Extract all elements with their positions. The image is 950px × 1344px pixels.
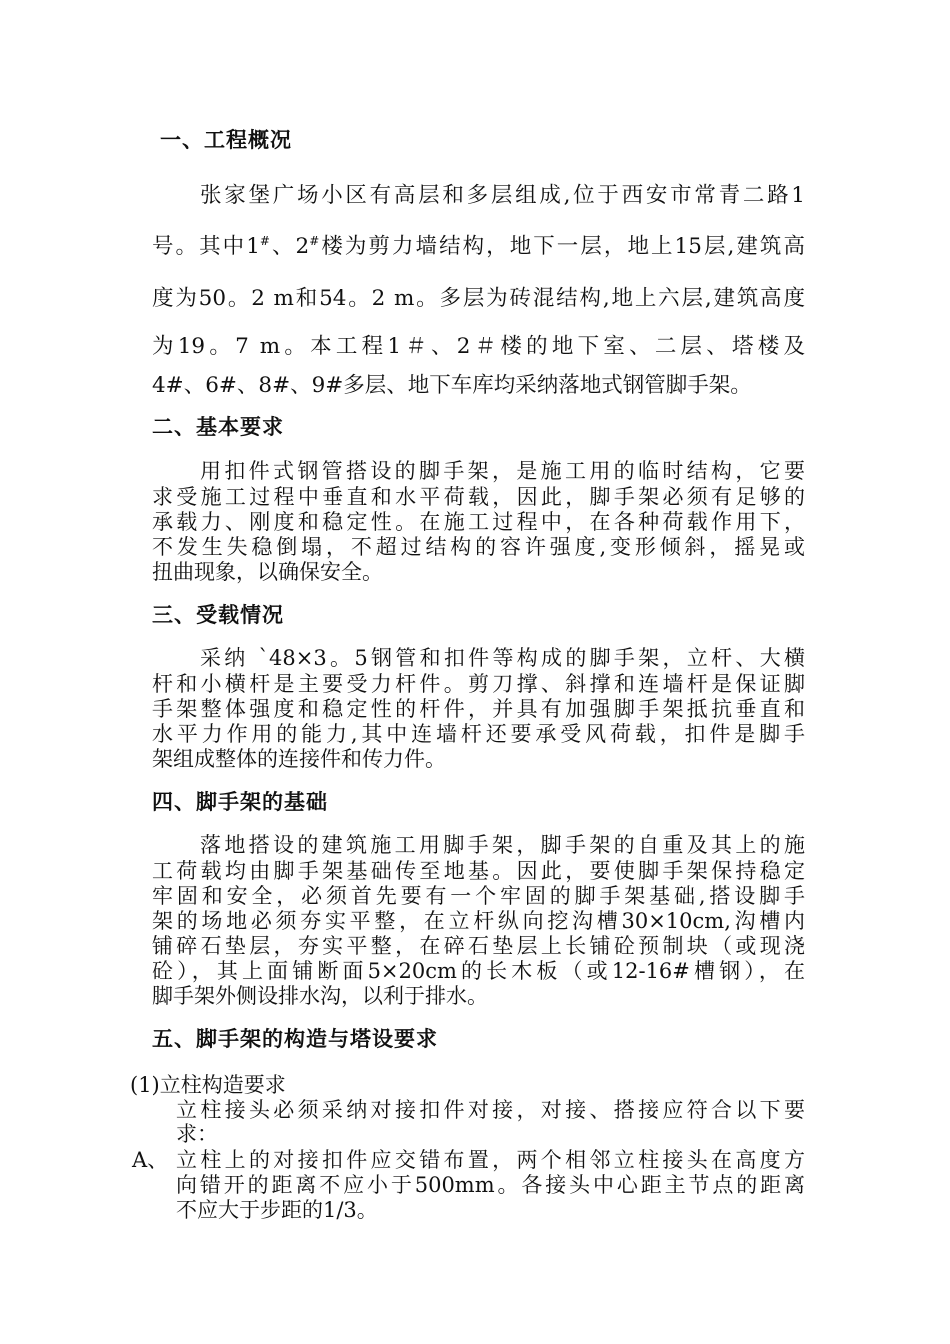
paragraph-line: 架的场地必须夯实平整，在立杆纵向挖沟槽30×10cm,沟槽内 [152, 909, 805, 933]
paragraph-line: 求： [176, 1122, 218, 1146]
paragraph-line: 手架整体强度和稳定性的杆件，并具有加强脚手架抵抗垂直和 [152, 697, 805, 721]
subheading: (1)立柱构造要求 [130, 1073, 286, 1097]
paragraph-line: 4#、6#、8#、9#多层、地下车库均采纳落地式钢管脚手架。 [152, 373, 752, 398]
list-item-marker: A、 [132, 1148, 169, 1172]
paragraph-line: 落地搭设的建筑施工用脚手架，脚手架的自重及其上的施 [200, 833, 805, 857]
paragraph-line: 度为50。2 m和54。2 m。多层为砖混结构,地上六层,建筑高度 [152, 286, 805, 311]
paragraph-line: 采纳 `48×3。5钢管和扣件等构成的脚手架，立杆、大横 [200, 646, 805, 670]
section-heading: 四、脚手架的基础 [152, 790, 328, 814]
list-item-line: 不应大于步距的1/3。 [176, 1198, 378, 1222]
paragraph-line: 砼），其上面铺断面5×20cm的长木板（或12-16#槽钢），在 [152, 959, 805, 983]
paragraph-line: 牢固和安全，必须首先要有一个牢固的脚手架基础,搭设脚手 [152, 884, 805, 908]
paragraph-line: 扭曲现象，以确保安全。 [152, 560, 383, 584]
list-item-line: 向错开的距离不应小于500mm。各接头中心距主节点的距离 [176, 1173, 805, 1197]
section-heading: 一、工程概况 [160, 128, 292, 152]
paragraph-line: 承载力、刚度和稳定性。在施工过程中，在各种荷载作用下， [152, 510, 805, 534]
paragraph-line: 架组成整体的连接件和传力件。 [152, 747, 446, 771]
paragraph-line: 杆和小横杆是主要受力杆件。剪刀撑、斜撑和连墙杆是保证脚 [152, 672, 805, 696]
paragraph-line: 立柱接头必须采纳对接扣件对接，对接、搭接应符合以下要 [176, 1098, 805, 1122]
paragraph-line: 不发生失稳倒塌，不超过结构的容许强度,变形倾斜，摇晃或 [152, 535, 805, 559]
paragraph-line: 用扣件式钢管搭设的脚手架，是施工用的临时结构，它要 [200, 459, 805, 483]
paragraph-line: 工荷载均由脚手架基础传至地基。因此，要使脚手架保持稳定 [152, 859, 805, 883]
section-heading: 三、受载情况 [152, 603, 284, 627]
paragraph-line: 铺碎石垫层，夯实平整，在碎石垫层上长铺砼预制块（或现浇 [152, 934, 805, 958]
section-heading: 二、基本要求 [152, 415, 284, 439]
list-item-line: 立柱上的对接扣件应交错布置，两个相邻立柱接头在高度方 [176, 1148, 805, 1172]
paragraph-line: 水平力作用的能力,其中连墙杆还要承受风荷载，扣件是脚手 [152, 722, 805, 746]
paragraph-line: 脚手架外侧设排水沟，以利于排水。 [152, 984, 488, 1008]
section-heading: 五、脚手架的构造与塔设要求 [152, 1027, 438, 1051]
paragraph-line: 号。其中1#、2#楼为剪力墙结构，地下一层，地上15层,建筑高 [152, 234, 805, 259]
paragraph-line: 求受施工过程中垂直和水平荷载，因此，脚手架必须有足够的 [152, 485, 805, 509]
paragraph-line: 张家堡广场小区有高层和多层组成,位于西安市常青二路1 [200, 183, 805, 208]
paragraph-line: 为19。7 m。本工程1＃、2＃楼的地下室、二层、塔楼及 [152, 334, 805, 359]
